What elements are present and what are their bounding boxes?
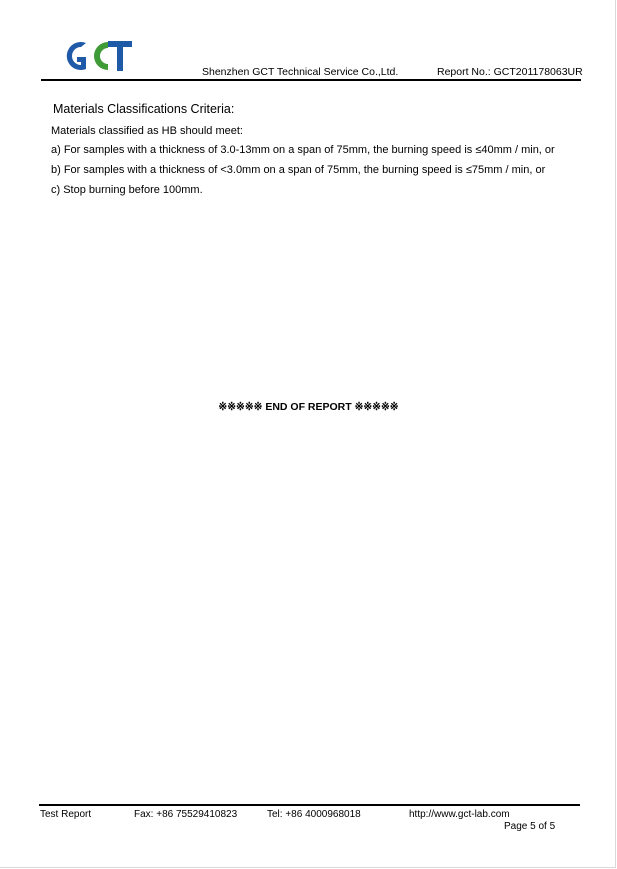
criteria-c: c) Stop burning before 100mm. bbox=[51, 184, 203, 196]
header-report-number: Report No.: GCT201178063UR bbox=[437, 66, 583, 78]
gct-logo bbox=[64, 37, 134, 75]
footer-divider bbox=[39, 804, 580, 806]
footer-label: Test Report bbox=[40, 809, 92, 820]
criteria-b: b) For samples with a thickness of <3.0mm on a span of 75mm, the burning speed is ≤75mm / min, or bbox=[51, 164, 546, 176]
footer-website-link[interactable]: http://www.gct-lab.com bbox=[409, 809, 510, 820]
footer-tel: Tel: +86 4000968018 bbox=[267, 809, 361, 820]
section-title: Materials Classifications Criteria: bbox=[53, 102, 235, 116]
criteria-intro: Materials classified as HB should meet: bbox=[51, 125, 243, 137]
header-company: Shenzhen GCT Technical Service Co.,Ltd. bbox=[202, 66, 399, 78]
header-divider bbox=[41, 79, 581, 81]
footer-fax: Fax: +86 75529410823 bbox=[134, 809, 238, 820]
page-number: Page 5 of 5 bbox=[504, 821, 556, 832]
criteria-a: a) For samples with a thickness of 3.0-13mm on a span of 75mm, the burning speed is ≤40mm / min, or bbox=[51, 144, 555, 156]
end-of-report: ※※※※※ END OF REPORT ※※※※※ bbox=[218, 401, 399, 413]
